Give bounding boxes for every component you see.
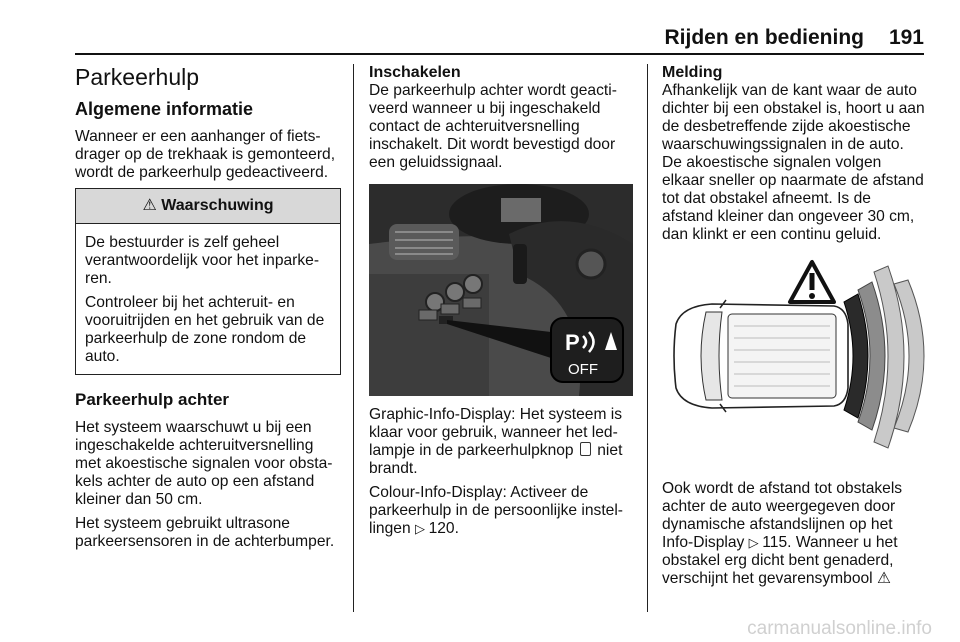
paragraph-heading: Melding — [662, 64, 723, 81]
body-paragraph: Het systeem waarschuwt u bij een ingeschakelde achteruitversnelling met akoestische signalen voor obstakels achter de auto op een afstand kleiner dan 50 cm. — [75, 419, 333, 508]
column-3 — [662, 64, 926, 594]
paragraph-heading: Inschakelen — [369, 64, 461, 81]
warning-title: Waarschuwing — [161, 197, 274, 214]
sensor-zone-diagram — [662, 256, 926, 474]
hazard-triangle-icon — [790, 262, 834, 302]
body-paragraph: Het systeem gebruikt ultrasone parkeersensoren in de achterbumper. — [75, 515, 335, 550]
body-paragraph: Graphic-Info-Display: Het systeem is klaar voor gebruik, wanneer het ledlampje in de parkeerhulpknop niet brandt. — [369, 406, 623, 477]
sensor-zone-illustration — [662, 256, 926, 474]
warning-body — [76, 224, 340, 374]
warning-header — [76, 189, 340, 224]
page-reference-icon: ▷ — [748, 535, 763, 550]
photo-button-label: OFF — [568, 361, 598, 378]
svg-text:P: P — [565, 330, 580, 355]
subsection-title: Parkeerhulp achter — [75, 390, 230, 409]
page-reference-icon: ▷ — [414, 521, 429, 536]
hazard-symbol-icon: ⚠ — [876, 570, 891, 587]
body-paragraph: Colour-Info-Display: Activeer de parkeerhulp in de persoonlijke instellingen ▷ 120. — [369, 484, 623, 537]
body-paragraph: Ook wordt de afstand tot obstakels achter de auto weergegeven door dynamische afstandslijnen op het Info-Display ▷ 115. Wanneer u het obstakel erg dicht bent genaderd, verschijnt het gevarensymbool ⚠ — [662, 480, 903, 587]
running-header-title: Rijden en bediening — [664, 26, 864, 49]
warning-paragraph: Controleer bij het achteruit- en vooruitrijden en het gebruik van de parkeerhulp de zone rondom de auto. — [85, 294, 325, 365]
header-rule — [75, 53, 924, 55]
page-number: 191 — [888, 26, 924, 49]
body-paragraph: Afhankelijk van de kant waar de auto dichter bij een obstakel is, hoort u aan de desbetreffende zijde akoestische waarschuwingssignalen in de auto. De akoestische signalen volgen elkaar sneller op naarmate de afstand tot dat obstakel afneemt. Is de afstand kleiner dan ongeveer 30 cm, dan klinkt er een continu geluid. — [662, 82, 925, 243]
intro-paragraph: Wanneer er een aanhanger of fietsdrager op de trekhaak is gemonteerd, wordt de parkeerhulp gedeactiveerd. — [75, 128, 336, 181]
car-top-view — [674, 300, 848, 412]
column-divider — [353, 64, 354, 612]
dashboard-photo — [369, 184, 633, 396]
warning-box — [75, 188, 341, 375]
column-2 — [369, 64, 633, 544]
watermark: carmanualsonline.info — [747, 618, 932, 639]
warning-triangle-icon: ⚠ — [142, 197, 157, 214]
subsection-title: Algemene informatie — [75, 99, 254, 119]
warning-paragraph: De bestuurder is zelf geheel verantwoordelijk voor het inparkeren. — [85, 234, 320, 287]
column-divider — [647, 64, 648, 612]
dashboard-illustration — [369, 184, 633, 396]
section-title: Parkeerhulp — [75, 64, 200, 90]
column-1 — [75, 64, 341, 557]
body-paragraph: De parkeerhulp achter wordt geactiveerd wanneer u bij ingeschakeld contact de achteruitversnelling inschakelt. Dit wordt bevestigd door een geluidssignaal. — [369, 82, 617, 171]
parking-button-icon — [580, 442, 591, 456]
